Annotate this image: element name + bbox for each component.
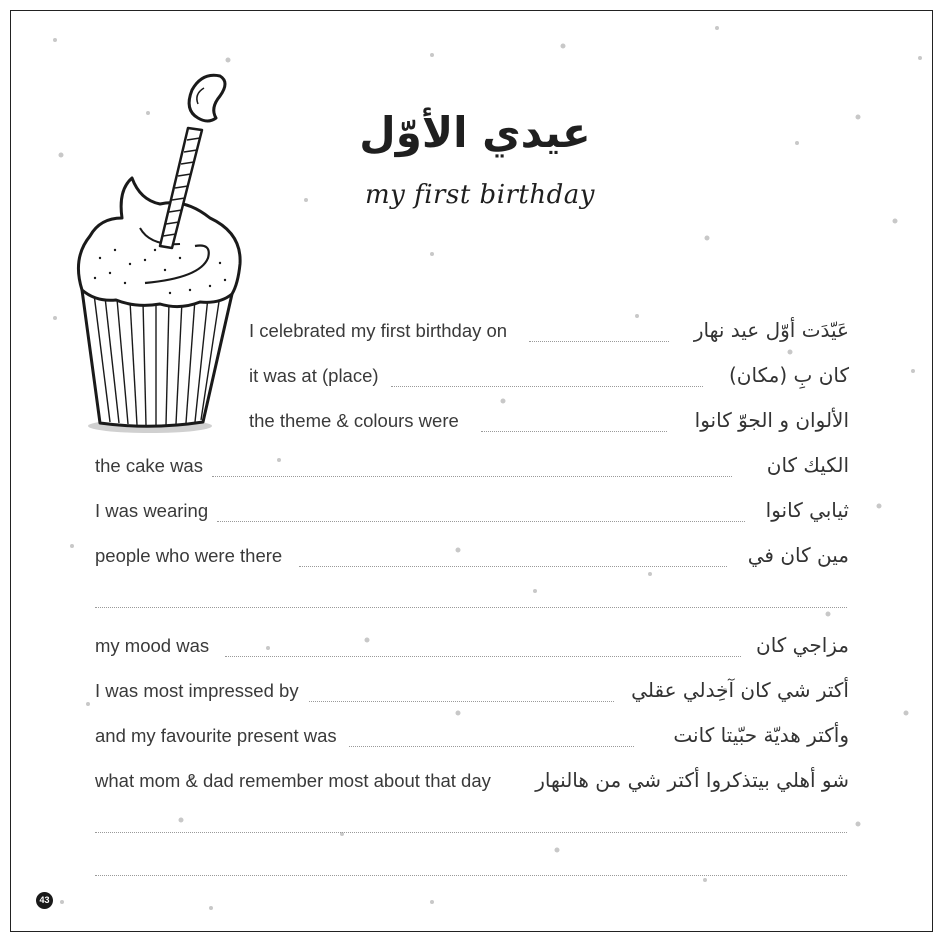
row-label-ar: كان بِ (مكان)	[729, 363, 849, 387]
row-label-en: my mood was	[95, 635, 210, 656]
row-label-en: I celebrated my first birthday on	[249, 320, 508, 341]
form-row-people	[95, 541, 849, 571]
row-label-ar: أكتر شي كان آخِدلي عقلي	[631, 678, 849, 702]
row-label-ar: مزاجي كان	[756, 633, 849, 657]
fill-line[interactable]	[391, 386, 703, 387]
row-label-ar: الكيك كان	[766, 453, 849, 477]
fill-line[interactable]	[481, 431, 667, 432]
row-label-en: what mom & dad remember most about that day	[95, 770, 491, 791]
row-label-en: people who were there	[95, 545, 283, 566]
row-label-ar: عَيّدَت أوّل عيد نهار	[693, 318, 849, 342]
title-english: my first birthday	[365, 180, 595, 210]
row-label-en: I was most impressed by	[95, 680, 299, 701]
row-label-en: and my favourite present was	[95, 725, 337, 746]
form-row-parents-remember	[95, 766, 849, 796]
row-label-ar: وأكتر هديّة حبّيتا كانت	[673, 723, 849, 747]
row-label-en: I was wearing	[95, 500, 209, 521]
fill-line[interactable]	[299, 566, 727, 567]
form-row-cake	[95, 451, 849, 481]
row-label-ar: ثيابي كانوا	[765, 498, 849, 522]
form-row-impressed	[95, 676, 849, 706]
row-label-ar: الألوان و الجوّ كانوا	[694, 408, 849, 432]
form-row-celebrated-on	[249, 316, 849, 346]
form-row-favourite-present	[95, 721, 849, 751]
form-row-place	[249, 361, 849, 391]
cupcake-illustration	[70, 68, 250, 438]
fill-line[interactable]	[212, 476, 732, 477]
fill-line[interactable]	[217, 521, 745, 522]
row-label-en: the cake was	[95, 455, 203, 476]
fill-line[interactable]	[529, 341, 669, 342]
page-number: 43	[36, 892, 53, 909]
form-row-mood	[95, 631, 849, 661]
blank-fill-line[interactable]	[95, 607, 847, 608]
form-row-theme-colours	[249, 406, 849, 436]
fill-line[interactable]	[349, 746, 634, 747]
blank-fill-line[interactable]	[95, 875, 847, 876]
row-label-en: the theme & colours were	[249, 410, 459, 431]
row-label-ar: مين كان في	[747, 543, 849, 567]
row-label-en: it was at (place)	[249, 365, 379, 386]
blank-fill-line[interactable]	[95, 832, 847, 833]
fill-line[interactable]	[225, 656, 741, 657]
fill-line[interactable]	[309, 701, 614, 702]
row-label-ar: شو أهلي بيتذكروا أكتر شي من هالنهار	[535, 768, 849, 792]
form-row-wearing	[95, 496, 849, 526]
title-arabic: عيدي الأوّل	[359, 108, 591, 157]
